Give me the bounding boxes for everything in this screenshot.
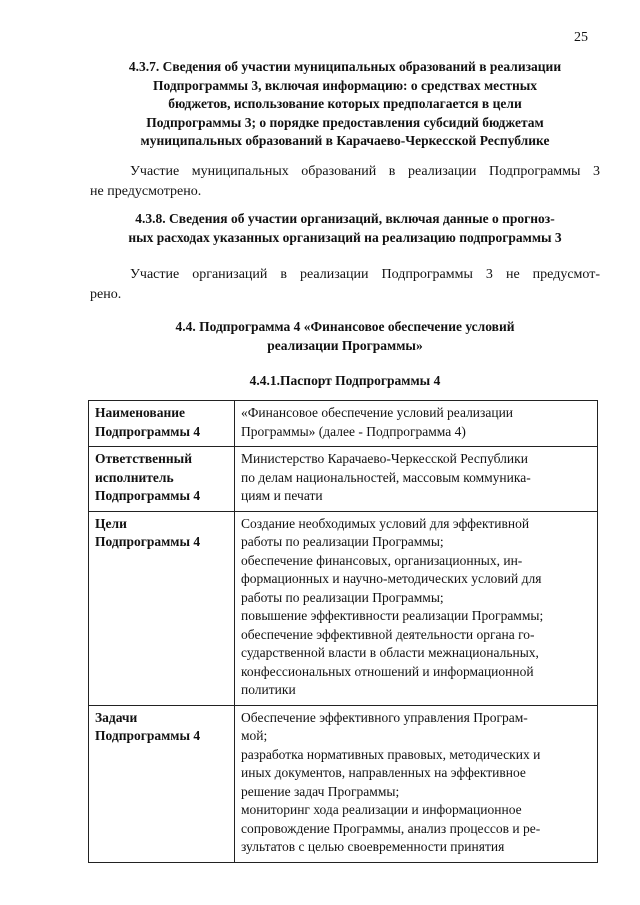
row-label [89,511,235,705]
row-label [89,705,235,862]
cell-text-line: формационных и научно-методических условий для [241,571,542,586]
cell-text-line: обеспечение финансовых, организационных, ин- [241,552,523,568]
cell-text-line: конфессиональных отношений и информационной [241,663,534,679]
page-number: 25 [574,30,588,45]
cell-text-line: Цели [95,515,127,531]
section-4-4-heading [90,318,600,355]
cell-text-line: мониторинг хода реализации и информационное [241,802,522,817]
heading-line: бюджетов, использование которых предполагается в цели [168,96,522,111]
section-4-4-1-heading: 4.4.1.Паспорт Подпрограммы 4 [249,373,441,388]
cell-text-line: повышение эффективности реализации Программы; [241,608,544,623]
row-value [235,401,598,447]
section-4-3-7-heading [90,58,600,151]
cell-text-line: Создание необходимых условий для эффективной [241,515,530,531]
cell-text-line: сударственной власти в области межнациональных, [241,645,539,660]
cell-text-line: «Финансовое обеспечение условий реализации [241,405,514,420]
cell-text-line: Наименование [95,405,185,420]
section-4-3-8-heading [90,210,600,247]
cell-text-line: зультатов с целью своевременности принятия [241,839,505,854]
table-row [89,705,598,862]
section-4-3-7-text [90,162,600,202]
row-label [89,447,235,512]
cell-text-line: разработка нормативных правовых, методических и [241,746,541,762]
row-value [235,511,598,705]
row-label [89,401,235,447]
cell-text-line: Министерство Карачаево-Черкесской Республики [241,451,528,466]
row-value [235,705,598,862]
paragraph-line: рено. [90,287,122,302]
passport-table-container [88,400,598,865]
cell-text-line: Задачи [95,709,138,725]
heading-line: Подпрограммы 3, включая информацию: о средствах местных [152,77,538,93]
cell-text-line: иных документов, направленных на эффективное [241,765,526,780]
paragraph-line: Участие организаций в реализации Подпрограммы 3 не предусмот- [130,267,600,282]
paragraph-line: Участие муниципальных образований в реализации Подпрограммы 3 [130,164,600,179]
cell-text-line: работы по реализации Программы; [241,589,444,605]
cell-text-line: Ответственный [95,451,192,466]
heading-line: реализации Программы» [267,337,423,353]
cell-text-line: Программы» (далее - Подпрограмма 4) [241,423,466,439]
cell-text-line: Обеспечение эффективного управления Програм- [241,709,528,725]
section-4-3-8-text [90,265,600,305]
cell-text-line: Подпрограммы 4 [95,423,201,439]
heading-line: ных расходах указанных организаций на реализацию подпрограммы 3 [128,229,562,245]
cell-text-line: решение задач Программы; [241,783,400,799]
cell-text-line: сопровождение Программы, анализ процессов и ре- [241,820,541,836]
cell-text-line: мой; [241,728,268,743]
row-value [235,447,598,512]
cell-text-line: работы по реализации Программы; [241,534,444,549]
cell-text-line: Подпрограммы 4 [95,488,201,503]
heading-line: Подпрограммы 3; о порядке предоставления субсидий бюджетам [146,114,544,130]
cell-text-line: исполнитель [95,469,174,485]
heading-line: 4.3.8. Сведения об участии организаций, включая данные о прогноз- [135,211,555,226]
table-row [89,511,598,705]
cell-text-line: политики [241,682,296,697]
cell-text-line: Подпрограммы 4 [95,534,201,549]
cell-text-line: обеспечение эффективной деятельности органа го- [241,626,535,642]
cell-text-line: Подпрограммы 4 [95,728,201,743]
heading-line: 4.4. Подпрограмма 4 «Финансовое обеспечение условий [175,319,515,334]
heading-line: муниципальных образований в Карачаево-Черкесской Республике [140,133,550,148]
passport-table [88,400,598,863]
table-row [89,401,598,447]
cell-text-line: по делам национальностей, массовым коммуника- [241,469,531,485]
cell-text-line: циям и печати [241,488,323,503]
heading-line: 4.3.7. Сведения об участии муниципальных образований в реализации [128,59,562,74]
table-row [89,447,598,512]
paragraph-line: не предусмотрено. [90,184,202,199]
